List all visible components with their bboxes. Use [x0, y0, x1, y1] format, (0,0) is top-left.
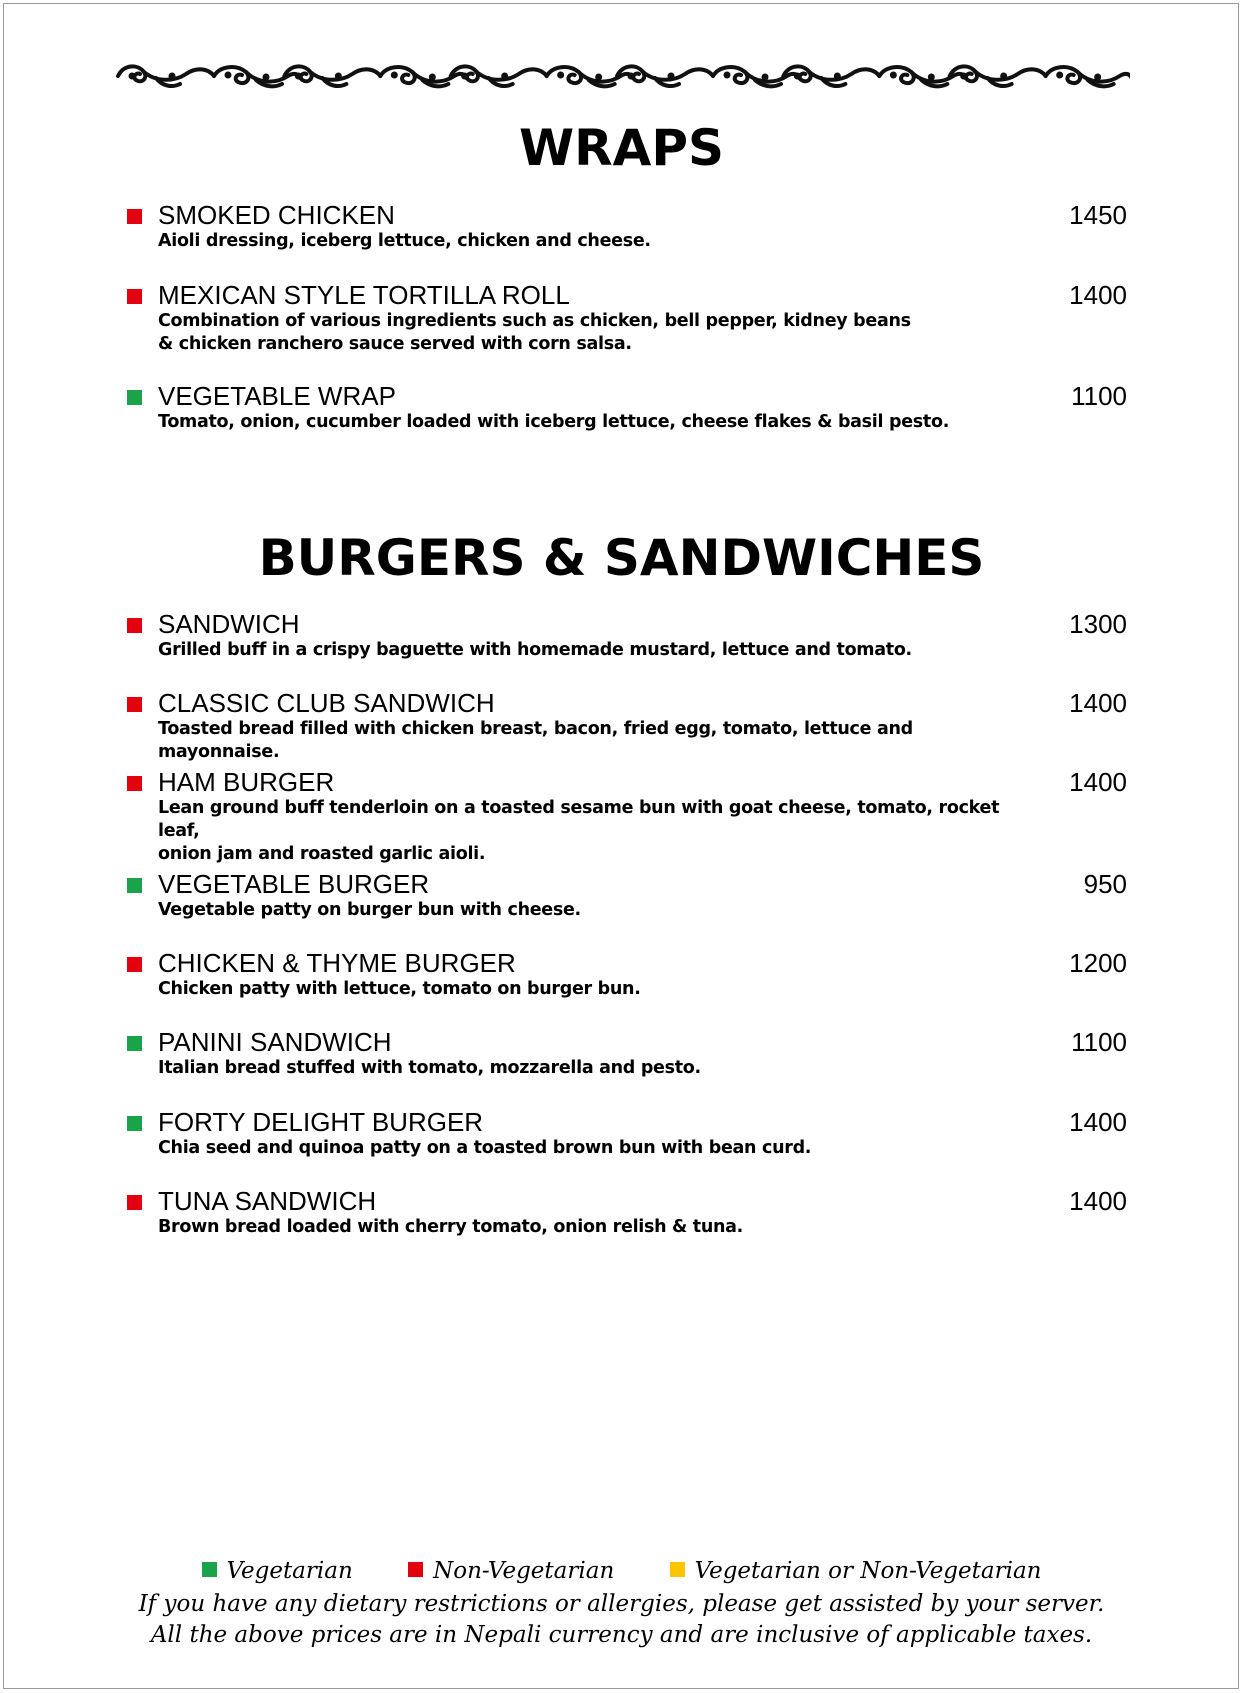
- item-name: VEGETABLE WRAP: [158, 381, 396, 411]
- item-description: Toasted bread filled with chicken breast, bacon, fried egg, tomato, lettuce and mayonnaise.: [158, 719, 913, 762]
- legend-label: Vegetarian or Non-Vegetarian: [694, 1558, 1042, 1584]
- non-vegetarian-marker-icon: [127, 618, 142, 633]
- item-description: Tomato, onion, cucumber loaded with iceberg lettuce, cheese flakes & basil pesto.: [158, 412, 950, 432]
- item-price: 950: [1083, 869, 1127, 899]
- legend-label: Vegetarian: [226, 1558, 353, 1584]
- item-price: 1300: [1069, 609, 1127, 639]
- item-name: PANINI SANDWICH: [158, 1027, 392, 1057]
- item-price: 1100: [1071, 381, 1127, 411]
- item-description: Chicken patty with lettuce, tomato on burger bun.: [158, 979, 641, 999]
- legend-non-vegetarian: [408, 1556, 614, 1586]
- item-description: Brown bread loaded with cherry tomato, onion relish & tuna.: [158, 1217, 744, 1237]
- vegetarian-marker-icon: [127, 1116, 142, 1131]
- non-vegetarian-marker-icon: [127, 209, 142, 224]
- item-name: MEXICAN STYLE TORTILLA ROLL: [158, 280, 570, 310]
- item-name: TUNA SANDWICH: [158, 1186, 377, 1216]
- price-note: All the above prices are in Nepali currency and are inclusive of applicable taxes.: [150, 1622, 1093, 1648]
- item-price: 1400: [1069, 280, 1127, 310]
- non-vegetarian-swatch-icon: [408, 1562, 423, 1577]
- item-price: 1100: [1071, 1027, 1127, 1057]
- legend-label: Non-Vegetarian: [433, 1558, 615, 1584]
- legend-either: [670, 1556, 1042, 1586]
- legend-vegetarian: [202, 1556, 353, 1586]
- vegetarian-swatch-icon: [202, 1562, 217, 1577]
- non-vegetarian-marker-icon: [127, 957, 142, 972]
- item-name: SMOKED CHICKEN: [158, 200, 395, 230]
- item-description: Grilled buff in a crispy baguette with homemade mustard, lettuce and tomato.: [158, 640, 912, 660]
- either-swatch-icon: [670, 1562, 685, 1577]
- item-price: 1400: [1069, 1107, 1127, 1137]
- item-name: HAM BURGER: [158, 767, 335, 797]
- item-price: 1450: [1069, 200, 1127, 230]
- item-name: FORTY DELIGHT BURGER: [158, 1107, 484, 1137]
- item-name: CHICKEN & THYME BURGER: [158, 948, 516, 978]
- allergy-note: If you have any dietary restrictions or allergies, please get assisted by your server.: [138, 1591, 1105, 1617]
- item-description: Chia seed and quinoa patty on a toasted brown bun with bean curd.: [158, 1138, 812, 1158]
- vegetarian-marker-icon: [127, 1036, 142, 1051]
- non-vegetarian-marker-icon: [127, 1195, 142, 1210]
- item-price: 1400: [1069, 688, 1127, 718]
- item-description: Italian bread stuffed with tomato, mozzarella and pesto.: [158, 1058, 701, 1078]
- item-description: Aioli dressing, iceberg lettuce, chicken and cheese.: [158, 231, 651, 251]
- section-title-burgers-sandwiches: BURGERS & SANDWICHES: [258, 529, 985, 587]
- dietary-legend: [0, 1556, 1243, 1586]
- ornamental-divider: [112, 60, 1130, 92]
- item-price: 1400: [1069, 1186, 1127, 1216]
- section-title-wraps: WRAPS: [518, 119, 724, 177]
- item-price: 1400: [1069, 767, 1127, 797]
- vegetarian-marker-icon: [127, 878, 142, 893]
- item-name: VEGETABLE BURGER: [158, 869, 430, 899]
- vegetarian-marker-icon: [127, 390, 142, 405]
- item-price: 1200: [1069, 948, 1127, 978]
- item-description: Combination of various ingredients such as chicken, bell pepper, kidney beans & chicken ranchero sauce served with corn salsa.: [158, 311, 911, 354]
- item-name: SANDWICH: [158, 609, 300, 639]
- non-vegetarian-marker-icon: [127, 697, 142, 712]
- non-vegetarian-marker-icon: [127, 776, 142, 791]
- non-vegetarian-marker-icon: [127, 289, 142, 304]
- item-name: CLASSIC CLUB SANDWICH: [158, 688, 495, 718]
- item-description: Lean ground buff tenderloin on a toasted sesame bun with goat cheese, tomato, rocket leaf, onion jam and roasted garlic aioli.: [158, 798, 1000, 864]
- item-description: Vegetable patty on burger bun with cheese.: [158, 900, 581, 920]
